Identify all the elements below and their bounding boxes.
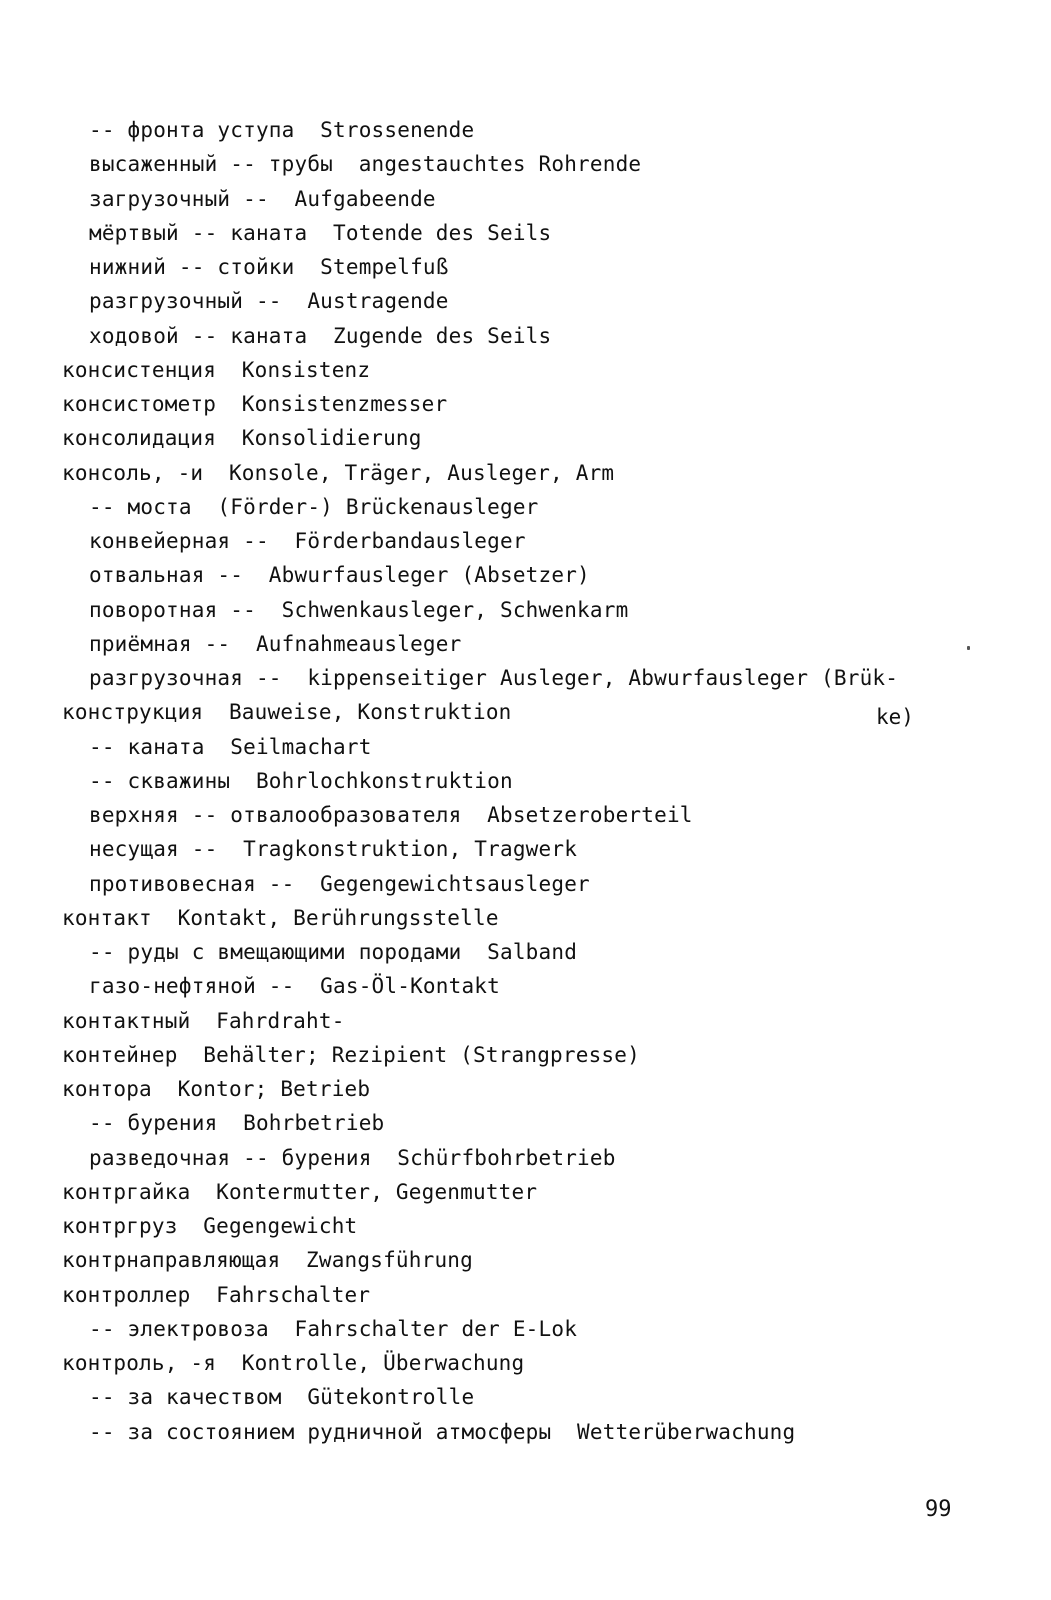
headword-entry: контроллер Fahrschalter	[62, 1282, 371, 1307]
headword-entry: контроль, -я Kontrolle, Überwachung	[62, 1351, 525, 1375]
subentry: разведочная -- бурения Schürfbohrbetrieb	[89, 1145, 616, 1170]
headword-entry: консистенция Konsistenz	[62, 357, 371, 382]
headword-entry: контрнаправляющая Zwangsführung	[62, 1248, 473, 1273]
subentry: газо-нефтяной -- Gas-Öl-Kontakt	[89, 974, 500, 999]
headword-entry: консистометр Konsistenzmesser	[62, 392, 448, 416]
headword-entry: конструкция Bauweise, Konstruktion	[62, 700, 512, 725]
headword-entry: контактный Fahrdraht-	[62, 1008, 345, 1033]
headword-entry: консоль, -и Konsole, Träger, Ausleger, Arm	[62, 460, 615, 485]
subentry: конвейерная -- Förderbandausleger	[89, 529, 526, 553]
headword-entry: контргайка Kontermutter, Gegenmutter	[62, 1179, 538, 1204]
subentry: -- руды с вмещающими породами Salband	[89, 940, 578, 964]
subentry: разгрузочный -- Austragende	[89, 289, 449, 314]
headword-entry: контргруз Gegengewicht	[62, 1214, 358, 1238]
subentry: высаженный -- трубы angestauchtes Rohrende	[89, 152, 642, 177]
headword-entry: консолидация Konsolidierung	[62, 426, 422, 451]
subentry: -- за качеством Gütekontrolle	[89, 1385, 475, 1410]
subentry: отвальная -- Abwurfausleger (Absetzer)	[89, 563, 590, 588]
subentry: -- бурения Bohrbetrieb	[89, 1111, 385, 1136]
subentry: мёртвый -- каната Totende des Seils	[89, 220, 552, 245]
subentry: верхняя -- отвалообразователя Absetzeroberteil	[89, 803, 693, 827]
subentry: несущая -- Tragkonstruktion, Tragwerk	[89, 837, 578, 862]
subentry: нижний -- стойки Stempelfuß	[89, 255, 449, 279]
print-speck	[967, 646, 970, 650]
subentry: -- за состоянием рудничной атмосферы Wetterüberwachung	[89, 1419, 796, 1444]
subentry: -- моста (Förder-) Brückenausleger	[89, 494, 539, 519]
headword-entry: контакт Kontakt, Berührungsstelle	[62, 905, 499, 930]
headword-entry: контейнер Behälter; Rezipient (Strangpresse)	[62, 1042, 640, 1067]
headword-entry: контора Kontor; Betrieb	[62, 1077, 371, 1101]
subentry: -- скважины Bohrlochkonstruktion	[89, 768, 513, 793]
dictionary-entries	[62, 113, 992, 1449]
subentry: поворотная -- Schwenkausleger, Schwenkarm	[89, 597, 629, 622]
subentry: загрузочный -- Aufgabeende	[89, 186, 436, 211]
page-number: 99	[925, 1497, 952, 1522]
subentry: -- каната Seilmachart	[89, 734, 372, 759]
subentry: -- фронта уступа Strossenende	[89, 118, 475, 142]
subentry: ходовой -- каната Zugende des Seils	[89, 323, 552, 348]
subentry: противовесная -- Gegengewichtsausleger	[89, 871, 590, 896]
entry-continuation: ke)	[876, 705, 914, 729]
subentry: приёмная -- Aufnahmeausleger	[89, 631, 462, 656]
subentry: разгрузочная -- kippenseitiger Ausleger, Abwurfausleger (Brük-	[89, 666, 899, 690]
subentry: -- электровоза Fahrschalter der E-Lok	[89, 1316, 578, 1341]
